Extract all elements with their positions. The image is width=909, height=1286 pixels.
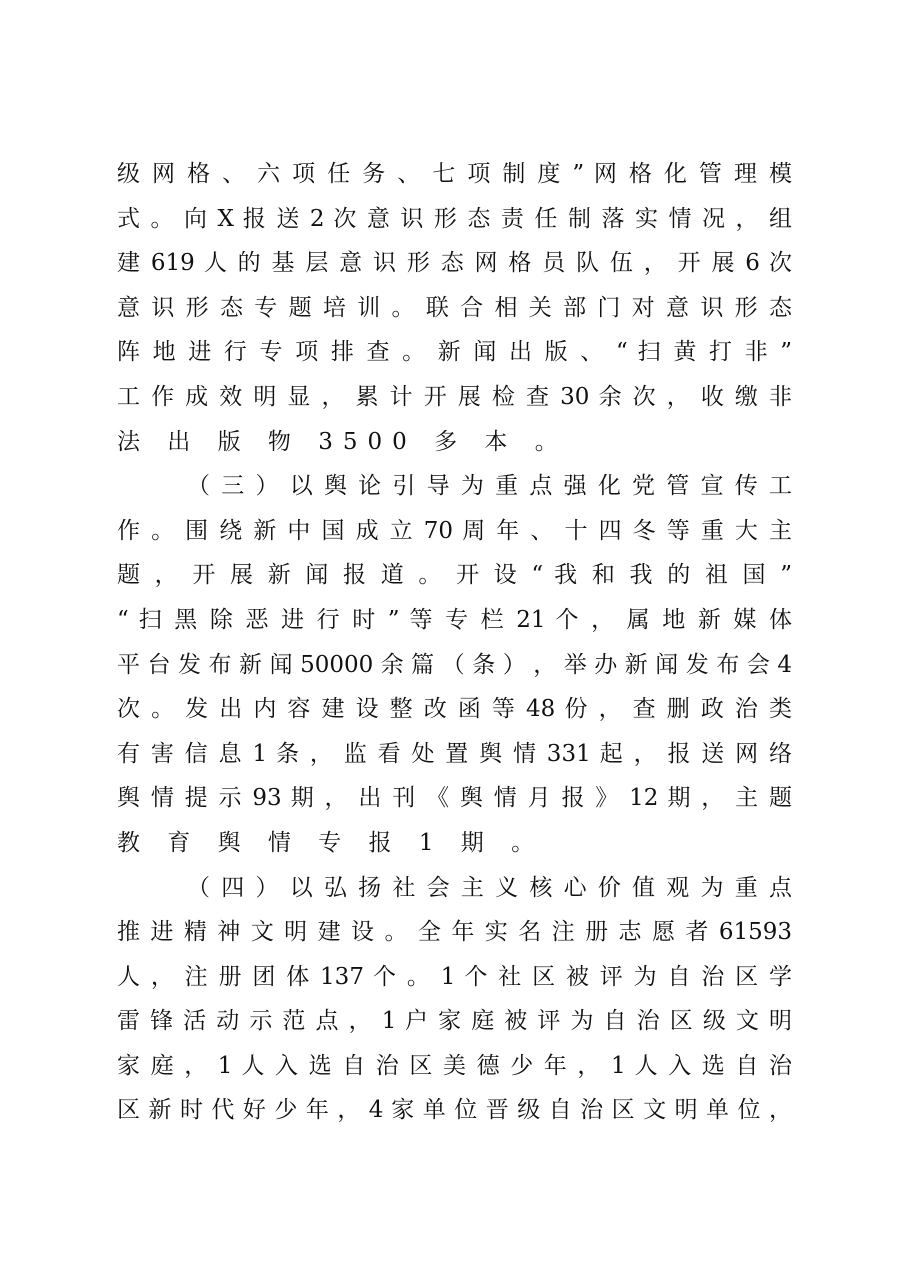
- text-line: 有 害 信 息 1 条 ， 监 看 处 置 舆 情 331 起 ， 报 送 网 络: [117, 740, 792, 767]
- text-line: “ 扫 黑 除 恶 进 行 时 ” 等 专 栏 21 个 ， 属 地 新 媒 体: [117, 606, 792, 633]
- text-line: 作 。 围 绕 新 中 国 成 立 70 周 年 、 十 四 冬 等 重 大 主: [117, 517, 792, 544]
- text-line: 式 。 向 X 报 送 2 次 意 识 形 态 责 任 制 落 实 情 况 ， 组: [117, 205, 792, 232]
- paragraph-2: [117, 464, 792, 865]
- text-line: 工 作 成 效 明 显 ， 累 计 开 展 检 查 30 余 次 ， 收 缴 非: [117, 383, 792, 410]
- document-body: [117, 152, 792, 1133]
- text-line: 区 新 时 代 好 少 年 ， 4 家 单 位 晋 级 自 治 区 文 明 单 位 ，: [117, 1097, 792, 1124]
- text-line: 法 出 版 物 3500 多 本 。: [117, 428, 568, 455]
- paragraph-1: [117, 152, 792, 464]
- text-line: 教 育 舆 情 专 报 1 期 。: [117, 829, 545, 856]
- text-line: 建 619 人 的 基 层 意 识 形 态 网 格 员 队 伍 ， 开 展 6 次: [117, 250, 792, 277]
- text-line: 意 识 形 态 专 题 培 训 。 联 合 相 关 部 门 对 意 识 形 态: [117, 294, 792, 321]
- text-line: 次 。 发 出 内 容 建 设 整 改 函 等 48 份 ， 查 删 政 治 类: [117, 696, 792, 723]
- text-line: 级 网 格 、 六 项 任 务 、 七 项 制 度 ” 网 格 化 管 理 模: [117, 161, 792, 187]
- text-line: 推 进 精 神 文 明 建 设 。 全 年 实 名 注 册 志 愿 者 61593: [117, 919, 792, 946]
- text-line: 家 庭 ， 1 人 入 选 自 治 区 美 德 少 年 ， 1 人 入 选 自 治: [117, 1052, 792, 1079]
- text-line: 雷 锋 活 动 示 范 点 ， 1 户 家 庭 被 评 为 自 治 区 级 文 明: [117, 1008, 792, 1035]
- paragraph-3: [117, 866, 792, 1134]
- text-line: 题 ， 开 展 新 闻 报 道 。 开 设 “ 我 和 我 的 祖 国 ”: [117, 562, 792, 589]
- section-heading-line: （ 四 ） 以 弘 扬 社 会 主 义 核 心 价 值 观 为 重 点: [187, 874, 792, 901]
- text-line: 舆 情 提 示 93 期 ， 出 刊 《 舆 情 月 报 》 12 期 ， 主 题: [117, 785, 792, 812]
- text-line: 阵 地 进 行 专 项 排 查 。 新 闻 出 版 、 “ 扫 黄 打 非 ”: [117, 339, 792, 366]
- section-heading-line: （ 三 ） 以 舆 论 引 导 为 重 点 强 化 党 管 宣 传 工: [187, 473, 792, 500]
- text-line: 平 台 发 布 新 闻 50000 余 篇 （ 条 ） ， 举 办 新 闻 发 布 会 4: [117, 651, 792, 678]
- text-line: 人 ， 注 册 团 体 137 个 。 1 个 社 区 被 评 为 自 治 区 学: [117, 963, 792, 990]
